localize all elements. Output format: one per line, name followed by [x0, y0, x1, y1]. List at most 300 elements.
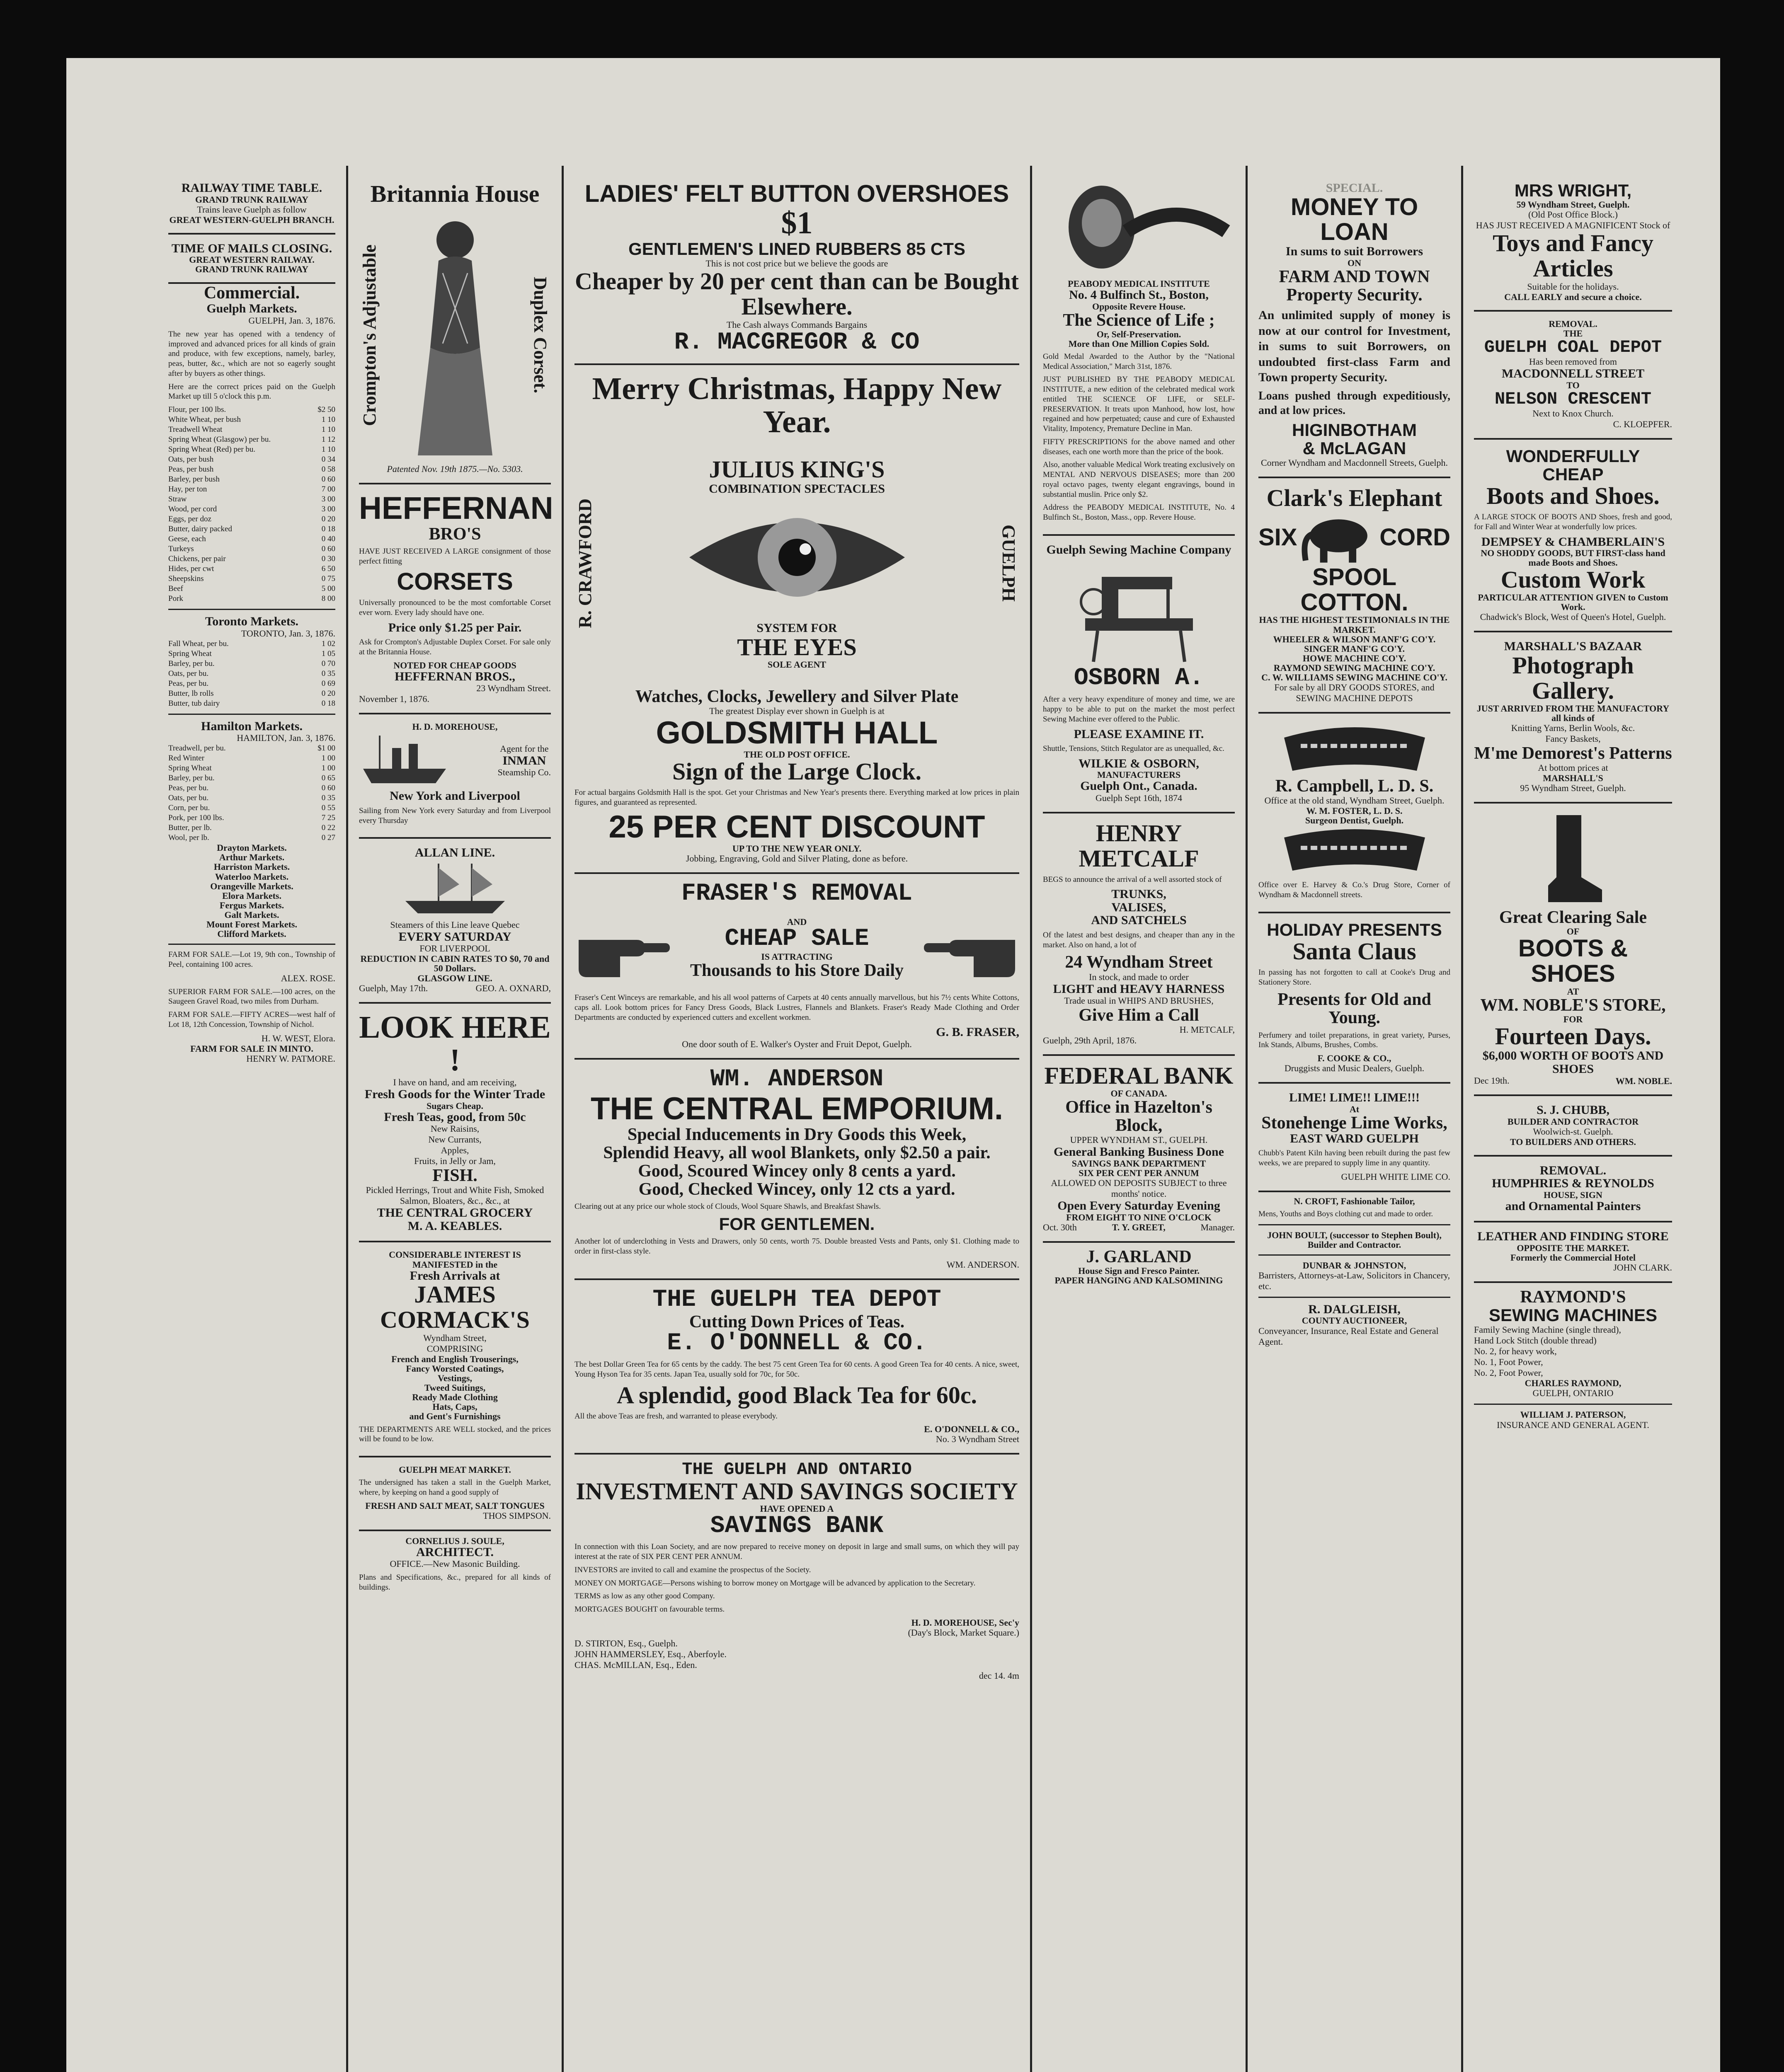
architect-ad [359, 1531, 551, 1593]
corsets-text: Universally pronounced to be the most comfortable Corset ever worn. Every lady should have one. [359, 598, 551, 617]
sewing-machines: SEWING MACHINES [1488, 1305, 1657, 1325]
coal-depot-ad [1474, 312, 1672, 440]
divider [1474, 1404, 1672, 1405]
peabody-portrait-illustration [1048, 182, 1230, 277]
price-row [168, 763, 335, 773]
hamilton-prices-table [168, 743, 335, 843]
price-value: 1 10 [321, 445, 335, 454]
farm-ad-1-sign: ALEX. ROSE. [281, 973, 335, 983]
house-sign: HOUSE, SIGN [1544, 1189, 1602, 1200]
gtr-subtitle: Trains leave Guelph as follow [197, 204, 307, 215]
noted-cheap: NOTED FOR CHEAP GOODS [393, 660, 516, 670]
price-item: Peas, per bu. [168, 784, 209, 793]
inman-sailing: Sailing from New York every Saturday and from Liverpool every Thursday [359, 806, 551, 825]
to-builders: TO BUILDERS AND OTHERS. [1510, 1136, 1636, 1147]
up-to-new-year: UP TO THE NEW YEAR ONLY. [732, 843, 862, 854]
steamship-co: Steamship Co. [497, 767, 551, 778]
latest-designs: Of the latest and best designs, and cheaper than any in the market. Also on hand, a lot of [1043, 930, 1235, 949]
savings-bank: SAVINGS BANK [710, 1512, 884, 1539]
price-row [168, 823, 335, 833]
price-item: Turkeys [168, 545, 194, 554]
price-value: 1 02 [321, 639, 335, 648]
marshalls-bazaar: MARSHALL'S BAZAAR [1504, 639, 1642, 654]
guelph-sewing-title: Guelph Sewing Machine Company [1046, 542, 1231, 557]
mails-closing [168, 235, 335, 284]
for-sale-by: For sale by all DRY GOODS STORES, and SEWING MACHINE DEPOTS [1274, 682, 1435, 704]
price-item: Hides, per cwt [168, 564, 214, 574]
farm-ad-2: SUPERIOR FARM FOR SALE.—100 acres, on the Saugeen Gravel Road, two miles from Durham. [168, 987, 335, 1006]
company-item: WHEELER & WILSON MANF'G CO'Y. [1273, 634, 1436, 644]
price-row [168, 465, 335, 474]
price-item: Flour, per 100 lbs. [168, 405, 226, 414]
investors: INVESTORS are invited to call and examine the prospectus of the Society. [574, 1565, 811, 1574]
fraser-sign: G. B. FRASER, [936, 1025, 1019, 1039]
fresh-arrivals: Fresh Arrivals at [410, 1268, 500, 1283]
metcalf-sign: H. METCALF, [1179, 1024, 1235, 1035]
farm-ad-3: FARM FOR SALE.—FIFTY ACRES—west half of Lot 18, 12th Concession, Township of Nichol. [168, 1010, 335, 1029]
column-grid [158, 166, 1683, 2072]
merry-christmas: Merry Christmas, Happy New Year. [592, 371, 1002, 440]
guelph-markets-date: GUELPH, Jan. 3, 1876. [248, 315, 335, 326]
been-removed: Has been removed from [1529, 356, 1617, 367]
price-value: 0 60 [321, 784, 335, 793]
lime-ad [1258, 1084, 1450, 1192]
metcalf-date: Guelph, 29th April, 1876. [1043, 1035, 1137, 1046]
cormack-list-item: Fancy Worsted Coatings, [406, 1363, 504, 1374]
bulfinch-address: No. 4 Bulfinch St., Boston, [1069, 288, 1209, 302]
price-item: Butter, per lb. [168, 823, 212, 833]
dempsey-chamberlain: DEMPSEY & CHAMBERLAIN'S [1481, 535, 1665, 549]
price-item: Barley, per bush [168, 475, 220, 484]
column-6 [1463, 166, 1683, 2072]
heffernan-intro: HAVE JUST RECEIVED A LARGE consignment of those perfect fitting [359, 547, 551, 566]
sugars: Sugars Cheap. [427, 1100, 483, 1111]
fraser-ad [574, 874, 1019, 1060]
price-row [168, 504, 335, 514]
toys-fancy: Toys and Fancy Articles [1493, 230, 1653, 282]
heffernan-address: 23 Wyndham Street. [476, 683, 551, 694]
noble-sign: WM. NOBLE. [1615, 1075, 1672, 1086]
office-hazelton: Office in Hazelton's Block, [1065, 1098, 1212, 1135]
special-faded: SPECIAL. [1326, 181, 1383, 195]
next-knox: Next to Knox Church. [1532, 408, 1614, 419]
raymond-list [1474, 1324, 1672, 1378]
croft-text: Mens, Youths and Boys clothing cut and made to order. [1258, 1209, 1433, 1218]
town-markets [168, 843, 335, 939]
town-market-heading: Waterloo Markets. [215, 871, 289, 882]
trade-whips: Trade usual in WHIPS AND BRUSHES, [1064, 995, 1214, 1006]
directors-list [574, 1638, 1019, 1670]
osborn-ad [1043, 536, 1235, 813]
pointing-hand-left-icon [920, 907, 1019, 990]
nelson-crescent: NELSON CRESCENT [1494, 389, 1652, 409]
mails-gtr: GRAND TRUNK RAILWAY [195, 264, 309, 275]
director-item: D. STIRTON, Esq., Guelph. [574, 1638, 678, 1649]
chubb-kiln: Chubb's Patent Kiln having been rebuilt during the past few weeks, we are prepared to supply lime in any quantity. [1258, 1149, 1450, 1168]
raymond-sign: CHARLES RAYMOND, [1525, 1378, 1622, 1389]
gwr-branch: GREAT WESTERN-GUELPH BRANCH. [169, 214, 334, 225]
higinbotham: HIGINBOTHAM [1292, 420, 1417, 440]
mclagan: & McLAGAN [1302, 438, 1406, 458]
newspaper-page [66, 58, 1720, 2072]
cormack-list-item: Hats, Caps, [432, 1402, 478, 1412]
departments: THE DEPARTMENTS ARE WELL stocked, and the prices will be found to be low. [359, 1425, 551, 1444]
no-shoddy: NO SHODDY GOODS, BUT FIRST-class hand made Boots and Shoes. [1481, 548, 1665, 568]
cormack-intro: CONSIDERABLE INTEREST IS MANIFESTED in the [389, 1249, 521, 1270]
guelph-prices-table [168, 405, 335, 604]
ny-liverpool: New York and Liverpool [390, 789, 520, 803]
custom-work: Custom Work [1500, 566, 1646, 593]
price-value: 7 25 [321, 813, 335, 823]
morehouse-sign: H. D. MOREHOUSE, Sec'y [911, 1617, 1019, 1628]
raymond-guelph: GUELPH, ONTARIO [1532, 1388, 1614, 1399]
odonnell-address: No. 3 Wyndham Street [936, 1434, 1019, 1445]
divider [168, 944, 335, 945]
town-market-heading: Mount Forest Markets. [206, 919, 297, 929]
chubb-title: S. J. CHUBB, [1537, 1103, 1609, 1117]
cormack-list-item: Ready Made Clothing [412, 1392, 498, 1403]
farm-ad-1: FARM FOR SALE.—Lot 19, 9th con., Township of Peel, containing 100 acres. [168, 950, 335, 969]
teeth-illustration [1276, 721, 1433, 775]
allan-title: ALLAN LINE. [414, 846, 495, 860]
ornamental-painters: and Ornamental Painters [1505, 1199, 1641, 1213]
commercial-heading: Commercial. [204, 283, 300, 303]
price-value: 1 00 [321, 754, 335, 763]
campbell-office: Office at the old stand, Wyndham Street, Guelph. [1264, 795, 1445, 806]
crawford-vertical: R. CRAWFORD [575, 498, 595, 628]
guelph-prices-intro: Here are the correct prices paid on the Guelph Market up till 5 o'clock this p.m. [168, 382, 335, 401]
jobbing: Jobbing, Engraving, Gold and Silver Plating, done as before. [686, 853, 908, 864]
for-label: FOR [1563, 1014, 1583, 1025]
price-item: Eggs, per doz [168, 515, 211, 524]
santa-text: In passing has not forgotten to call at Cooke's Drug and Stationery Store. [1258, 968, 1450, 987]
mails-title: TIME OF MAILS CLOSING. [171, 241, 332, 255]
patent-line: Patented Nov. 19th 1875.—No. 5303. [387, 463, 523, 474]
interest-six: SIX PER CENT PER ANNUM [1079, 1167, 1199, 1178]
corset-lady-illustration [405, 211, 505, 460]
black-tea: A splendid, good Black Tea for 60c. [616, 1381, 977, 1409]
price-item: Hay, per ton [168, 485, 207, 494]
croft: N. CROFT, Fashionable Tailor, [1294, 1196, 1415, 1206]
price-row [168, 753, 335, 763]
price-row [168, 783, 335, 793]
price-item: Red Winter [168, 754, 205, 763]
fraser-text: Fraser's Cent Winceys are remarkable, and his all wool patterns of Carpets at 40 cents annually marvellous, but his 7½ cents White Cottons, caps all. Look bottom prices for Fancy Dress Goods, Black Lustres, Flannels and Blankets. Fraser's Ready Made Clothing and Order Departments are conducted by experienced cutters and excellent workmen. [574, 993, 1019, 1022]
sewing-machine-illustration [1077, 556, 1201, 664]
raisins: New Raisins, [430, 1123, 480, 1134]
apples: Apples, [441, 1145, 469, 1156]
mrs-wright-ad [1474, 174, 1672, 312]
of-canada: OF CANADA. [1110, 1088, 1167, 1099]
coal-depot: GUELPH COAL DEPOT [1484, 337, 1662, 358]
metcalf-title: HENRY METCALF [1079, 819, 1199, 872]
column-4 [1032, 166, 1248, 2072]
price-item: Pork, per 100 lbs. [168, 813, 224, 823]
barristers: Barristers, Attorneys-at-Law, Solicitors in Chancery, etc. [1258, 1270, 1450, 1291]
price-value: 0 75 [321, 574, 335, 583]
manager: Manager. [1200, 1222, 1235, 1232]
anderson-title: WM. ANDERSON [710, 1065, 884, 1093]
meat-market-title: GUELPH MEAT MARKET. [399, 1464, 511, 1475]
insurance-agent: INSURANCE AND GENERAL AGENT. [1497, 1419, 1649, 1430]
discount-heading: 25 PER CENT DISCOUNT [608, 809, 985, 845]
cormack-title: JAMES CORMACK'S [380, 1281, 530, 1333]
kloepfer-sign: C. KLOEPFER. [1613, 419, 1672, 430]
price-row [168, 405, 335, 415]
heffernan-title: HEFFERNAN [359, 490, 553, 526]
allan-date: Guelph, May 17th. [359, 983, 428, 993]
price-row [168, 803, 335, 813]
raymond-list-item: Hand Lock Stitch (double thread) [1474, 1335, 1597, 1346]
price-value: 0 22 [321, 823, 335, 833]
farm-ad-3-sign: H. W. WEST, Elora. [261, 1033, 335, 1043]
price-value: $2 50 [318, 405, 335, 414]
peabody-title: PEABODY MEDICAL INSTITUTE [1068, 278, 1210, 289]
price-item: Geese, each [168, 535, 206, 544]
price-value: 0 58 [321, 465, 335, 474]
price-row [168, 435, 335, 445]
every-saturday: EVERY SATURDAY [398, 929, 511, 944]
tea-depot-title: THE GUELPH TEA DEPOT [652, 1286, 941, 1314]
chubb-ad [1474, 1096, 1672, 1157]
money-to-loan: MONEY TO LOAN [1290, 193, 1418, 246]
cooke-sign: F. COOKE & CO., [1317, 1053, 1391, 1064]
crompton-side-label: Crompton's Adjustable [359, 244, 380, 426]
company-item: SINGER MANF'G CO'Y. [1304, 643, 1405, 654]
paper-hanging: PAPER HANGING AND KALSOMINING [1054, 1275, 1223, 1285]
price-row [168, 699, 335, 709]
upper-wyndham: UPPER WYNDHAM ST., GUELPH. [1070, 1135, 1208, 1145]
at-label: At [1349, 1104, 1360, 1114]
price-value: 6 50 [321, 564, 335, 574]
card-ads [1258, 1192, 1450, 1347]
price-row [168, 793, 335, 803]
on-label: ON [1348, 257, 1361, 268]
fourteen-days: Fourteen Days. [1495, 1023, 1651, 1050]
elephant-icon [1297, 511, 1380, 565]
odonnell-sign: E. O'DONNELL & CO., [924, 1424, 1019, 1435]
town-market-heading: Clifford Markets. [217, 929, 286, 939]
dalgleish: R. DALGLEISH, [1308, 1302, 1401, 1316]
price-item: Spring Wheat [168, 764, 212, 773]
east-ward: EAST WARD GUELPH [1290, 1131, 1419, 1145]
metcalf-ad [1043, 813, 1235, 1056]
price-item: Barley, per bu. [168, 774, 215, 783]
column-3 [564, 166, 1032, 2072]
surgeon-dentist: Surgeon Dentist, Guelph. [1305, 815, 1404, 826]
town-market-heading: Galt Markets. [224, 909, 279, 920]
cormack-list-item: and Gent's Furnishings [409, 1411, 501, 1422]
town-market-heading: Harriston Markets. [213, 862, 290, 872]
price-row [168, 743, 335, 753]
price-value: 0 60 [321, 545, 335, 554]
for-gentlemen: FOR GENTLEMEN. [719, 1214, 875, 1234]
tea-text: All the above Teas are fresh, and warranted to please everybody. [574, 1411, 778, 1421]
greatest-display: The greatest Display ever shown in Guelph is at [709, 706, 885, 716]
osborn-text: After a very heavy expenditure of money and time, we are happy to be able to put on the market the most perfect Sewing Machine ever offered to the Public. [1043, 695, 1235, 724]
overshoes-heading: LADIES' FELT BUTTON OVERSHOES [584, 180, 1009, 207]
dec19: Dec 19th. [1474, 1075, 1510, 1086]
mrs-wright: MRS WRIGHT, [1514, 181, 1632, 200]
the-eyes: THE EYES [737, 633, 857, 661]
price-row [168, 639, 335, 649]
price-value: 0 55 [321, 804, 335, 813]
have-opened: HAVE OPENED A [760, 1503, 834, 1514]
price-value: 0 60 [321, 475, 335, 484]
day-block: (Day's Block, Market Square.) [908, 1627, 1019, 1638]
not-cost: This is not cost price but we believe the goods are [705, 258, 888, 269]
spool-cotton: SPOOL COTTON. [1300, 563, 1408, 616]
company-item: RAYMOND SEWING MACHINE CO'Y. [1273, 662, 1435, 673]
the-label: THE [1563, 328, 1583, 339]
to-label: TO [1566, 380, 1580, 390]
comprising: COMPRISING [427, 1343, 483, 1354]
raymonds: RAYMOND'S [1520, 1288, 1626, 1307]
price-row [168, 833, 335, 843]
price-row [168, 534, 335, 544]
railway-title: RAILWAY TIME TABLE. [181, 181, 322, 195]
fresh-salt-meat: FRESH AND SALT MEAT, SALT TONGUES [365, 1500, 545, 1511]
price-value: 3 00 [321, 505, 335, 514]
price-value: 0 35 [321, 794, 335, 803]
goldsmith-text: For actual bargains Goldsmith Hall is the spot. Get your Christmas and New Year's presents there. Everything marked at low prices in plain figures, and guaranteed as represented. [574, 788, 1019, 807]
demorest-patterns: M'me Demorest's Patterns [1474, 743, 1672, 763]
marshall-sign: MARSHALL'S [1543, 772, 1603, 783]
inman-agent: H. D. MOREHOUSE, [412, 721, 498, 732]
director-item: CHAS. McMILLAN, Esq., Eden. [574, 1660, 697, 1670]
hamilton-markets-heading: Hamilton Markets. [201, 719, 303, 733]
garland-ad [1043, 1243, 1235, 1285]
cormack-list [359, 1354, 551, 1421]
cormack-list-item: Vestings, [438, 1373, 472, 1384]
goldsmith-hall: GOLDSMITH HALL [656, 715, 938, 751]
guelph-vertical: GUELPH [999, 525, 1019, 602]
suitable-holidays: Suitable for the holidays. [1527, 281, 1619, 292]
cormack-street: Wyndham Street, [423, 1332, 487, 1343]
give-call: Give Him a Call [1079, 1006, 1199, 1025]
price-item: Peas, per bush [168, 465, 214, 474]
dentists-ad [1258, 714, 1450, 913]
price-value: 0 65 [321, 774, 335, 783]
savings-dept: SAVINGS BANK DEPARTMENT [1071, 1158, 1206, 1169]
cheaper-line: Cheaper by 20 per cent than can be Bought Elsewhere. [575, 267, 1019, 320]
central-emporium: THE CENTRAL EMPORIUM. [590, 1091, 1004, 1126]
boot-icon [1540, 811, 1606, 906]
fresh-goods: Fresh Goods for the Winter Trade [364, 1087, 545, 1101]
humphries-reynolds: HUMPHRIES & REYNOLDS [1492, 1176, 1654, 1191]
price-value: 5 00 [321, 584, 335, 593]
fancy-baskets: Fancy Baskets, [1545, 733, 1601, 744]
farm-town: FARM AND TOWN [1279, 267, 1430, 286]
price-row [168, 494, 335, 504]
price-value: $1 00 [318, 744, 335, 753]
house-sign-painter: House Sign and Fresco Painter. [1078, 1265, 1200, 1276]
toronto-markets-date: TORONTO, Jan. 3, 1876. [241, 628, 335, 639]
cooke-ad [1258, 913, 1450, 1084]
wyndham-24: 24 Wyndham Street [1065, 953, 1213, 972]
million-copies: More than One Million Copies Sold. [1068, 338, 1210, 349]
price-item: Spring Wheat [168, 649, 212, 658]
fraser-address: One door south of E. Walker's Oyster and Fruit Depot, Guelph. [682, 1038, 912, 1049]
price-value: 1 10 [321, 425, 335, 434]
combination-spectacles: COMBINATION SPECTACLES [709, 482, 885, 496]
glasgow-line: GLASGOW LINE. [417, 973, 492, 983]
please-text: Shuttle, Tensions, Stitch Regulator are as unequalled, &c. [1043, 744, 1224, 753]
knitting-yarns: Knitting Yarns, Berlin Wools, &c. [1511, 722, 1635, 733]
county-auctioneer: COUNTY AUCTIONEER, [1302, 1315, 1407, 1326]
town-market-heading: Drayton Markets. [217, 842, 287, 853]
steamship-icon [359, 731, 450, 789]
inman-title: INMAN [502, 753, 546, 767]
price-row [168, 484, 335, 494]
architect-office: OFFICE.—New Masonic Building. [390, 1559, 520, 1569]
marshall-address: 95 Wyndham Street, Guelph. [1520, 783, 1626, 794]
old-post-office: THE OLD POST OFFICE. [744, 749, 850, 760]
dempsey-ad [1474, 440, 1672, 632]
price-row [168, 415, 335, 425]
valises: VALISES, [1111, 900, 1166, 914]
one-dollar: $1 [781, 205, 813, 240]
price-item: Beef [168, 584, 183, 593]
unlimited-supply: An unlimited supply of money is now at our control for Investment, in sums to suit Borrowers, on undoubted first-class Farm and Town property Security. [1258, 308, 1450, 385]
cheap-sale: CHEAP SALE [725, 925, 869, 952]
savings-text: In connection with this Loan Society, and are now prepared to receive money on deposit in large and small sums, on which they will pay interest at the rate of SIX PER CENT PER ANNUM. [574, 1542, 1019, 1561]
tea-price-lines: The best Dollar Green Tea for 65 cents by the caddy. The best 75 cent Green Tea for 60 cents. A good Green Tea for 40 cents. A nice, sweet, Young Hyson Tea for 35 cents. Japan Tea, usually sold for 70c, for 50c. [574, 1360, 1019, 1379]
system-for: SYSTEM FOR [756, 621, 837, 635]
tea-depot-ad [574, 1280, 1019, 1455]
architect-plans: Plans and Specifications, &c., prepared for all kinds of buildings. [359, 1573, 551, 1592]
boots-shoes-caps: BOOTS & SHOES [1518, 935, 1628, 988]
greet-sign: T. Y. GREET, [1112, 1222, 1166, 1233]
metcalf-begs: BEGS to announce the arrival of a well assorted stock of [1043, 875, 1222, 884]
architect-title: ARCHITECT. [416, 1545, 494, 1559]
divider [1258, 1254, 1450, 1256]
noble-ad [1474, 804, 1672, 1096]
lime-heading: LIME! LIME!! LIME!!! [1289, 1091, 1420, 1105]
agent-for: Agent for the [500, 743, 549, 754]
price-item: Treadwell Wheat [168, 425, 223, 434]
macgregor-ad [574, 174, 1019, 365]
price-item: Butter, lb rolls [168, 689, 214, 698]
macdonnell-street: MACDONNELL STREET [1501, 367, 1645, 381]
boult: JOHN BOULT, (successor to Stephen Boult), Builder and Contractor. [1267, 1230, 1442, 1250]
perfumery: Perfumery and toilet preparations, in great variety, Purses, Ink Stands, Albums, Brushes, Combs. [1258, 1031, 1450, 1050]
britannia-title: Britannia House [370, 180, 540, 207]
terms: TERMS as low as any other good Company. [574, 1592, 715, 1601]
builder-contractor: BUILDER AND CONTRACTOR [1507, 1116, 1639, 1127]
town-market-heading: Orangeville Markets. [210, 881, 293, 891]
osborn-a: OSBORN A. [1074, 665, 1204, 692]
farm-ad-4-sign: HENRY W. PATMORE. [246, 1053, 335, 1064]
price-item: Oats, per bu. [168, 669, 209, 678]
price-item: Spring Wheat (Red) per bu. [168, 445, 256, 454]
clark-sign: JOHN CLARK. [1613, 1262, 1672, 1273]
manufacturers: MANUFACTURERS [1097, 770, 1181, 780]
corset-price: Price only $1.25 per Pair. [388, 620, 522, 634]
just-arrived: JUST ARRIVED FROM THE MANUFACTORY all kinds of [1476, 703, 1670, 723]
six-thousand: $6,000 WORTH OF BOOTS AND SHOES [1482, 1049, 1664, 1076]
leather-ad [1474, 1222, 1672, 1283]
holiday-presents: HOLIDAY PRESENTS [1267, 920, 1442, 939]
price-row [168, 564, 335, 574]
price-row [168, 649, 335, 659]
open-saturday: Open Every Saturday Evening [1057, 1199, 1220, 1213]
meat-market-ad [359, 1457, 551, 1531]
fish-heading: FISH. [432, 1166, 478, 1186]
price-value: 0 40 [321, 535, 335, 544]
cormack-ad [359, 1242, 551, 1457]
garland-title: J. GARLAND [1086, 1247, 1192, 1266]
